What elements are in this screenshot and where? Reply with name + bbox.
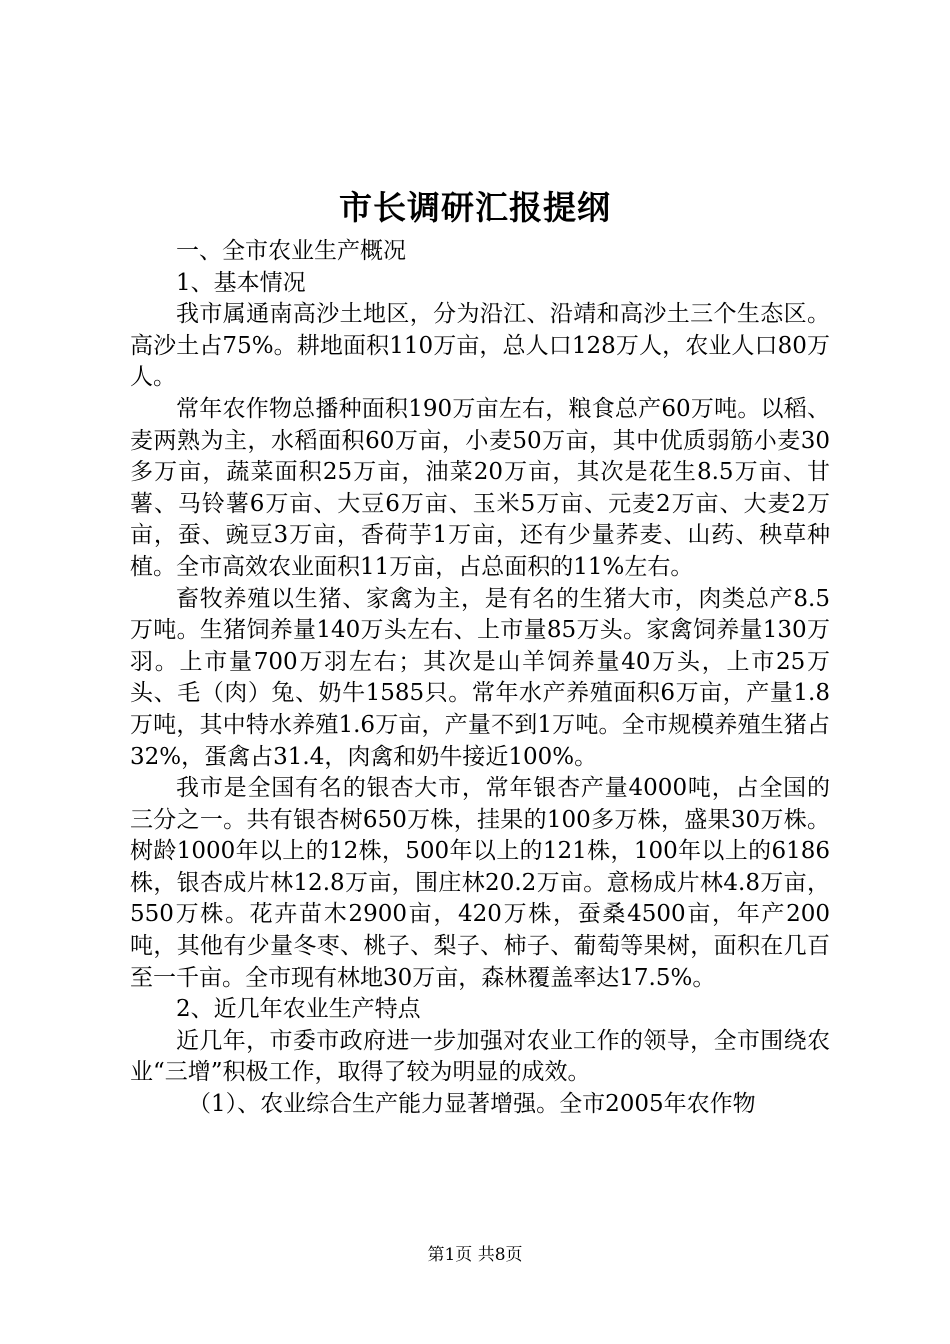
paragraph-livestock: 畜牧养殖以生猪、家禽为主，是有名的生猪大市，肉类总产8.5万吨。生猪饲养量140万头左右、上市量85万头。家禽饲养量130万羽。上市量700万羽左右；其次是山羊饲养量40万头，上市25万头、毛（肉）兔、奶牛1585只。常年水产养殖面积6万亩，产量1.8万吨，其中特水养殖1.6万亩，产量不到1万吨。全市规模养殖生猪占32%，蛋禽占31.4，肉禽和奶牛接近100%。: [130, 585, 830, 770]
paragraph-recent-years: 近几年，市委市政府进一步加强对农业工作的领导，全市围绕农业“三增”积极工作，取得了较为明显的成效。: [130, 1027, 830, 1086]
document-title: 市长调研汇报提纲: [339, 188, 611, 227]
paragraph-capacity: （1）、农业综合生产能力显著增强。全市2005年农作物: [188, 1091, 756, 1118]
paragraph-region: 我市属通南高沙土地区，分为沿江、沿靖和高沙土三个生态区。高沙土占75%。耕地面积110万亩，总人口128万人，农业人口80万人。: [130, 301, 830, 391]
subsection-heading-basic-info: 1、基本情况: [176, 269, 306, 296]
section-heading-overview: 一、全市农业生产概况: [176, 238, 406, 264]
paragraph-ginkgo: 我市是全国有名的银杏大市，常年银杏产量4000吨，占全国的三分之一。共有银杏树650万株，挂果的100多万株，盛果30万株。树龄1000年以上的12株，500年以上的121株，100年以上的6186株，银杏成片林12.8万亩，围庄林20.2万亩。意杨成片林4.8万亩，550万株。花卉苗木2900亩，420万株，蚕桑4500亩，年产200吨，其他有少量冬枣、桃子、梨子、柿子、葡萄等果树，面积在几百至一千亩。全市现有林地30万亩，森林覆盖率达17.5%。: [130, 775, 830, 991]
subsection-heading-features: 2、近几年农业生产特点: [176, 996, 421, 1023]
document-body: [130, 236, 830, 1121]
page-number-footer: 第1页 共8页: [427, 1245, 523, 1265]
paragraph-crops: 常年农作物总播种面积190万亩左右，粮食总产60万吨。以稻、麦两熟为主，水稻面积60万亩，小麦50万亩，其中优质弱筋小麦30多万亩，蔬菜面积25万亩，油菜20万亩，其次是花生8.5万亩、甘薯、马铃薯6万亩、大豆6万亩、玉米5万亩、元麦2万亩、大麦2万亩，蚕、豌豆3万亩，香荷芋1万亩，还有少量荞麦、山药、秧草种植。全市高效农业面积11万亩，占总面积的11%左右。: [130, 395, 830, 580]
